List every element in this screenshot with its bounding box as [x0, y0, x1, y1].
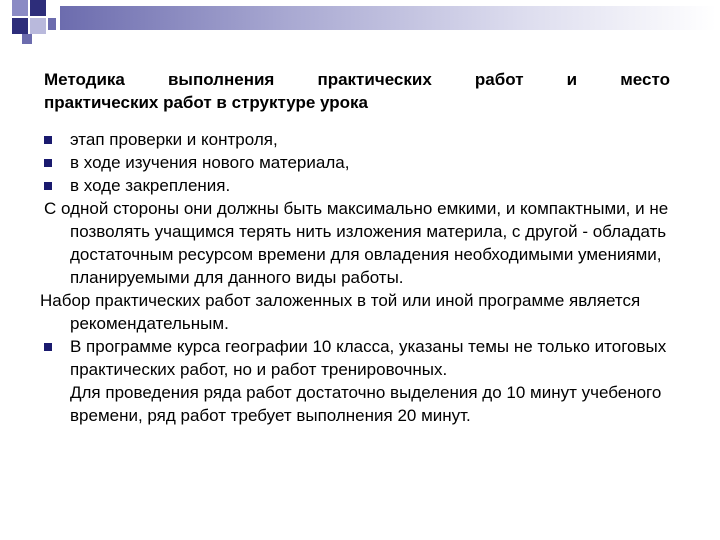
list-item: [40, 151, 690, 174]
title-word: место: [620, 70, 670, 89]
list-item-text: этап проверки и контроля,: [70, 130, 278, 149]
list-item: [40, 335, 690, 381]
square-bullet-icon: [44, 159, 52, 167]
paragraph-two: Набор практических работ заложенных в той или иной программе является рекомендательным.: [40, 291, 641, 333]
slide-title: [44, 68, 670, 114]
slide-body: [40, 128, 690, 427]
title-word: выполнения: [167, 70, 275, 89]
square-bullet-icon: [44, 343, 52, 351]
decor-gradient-bar: [60, 6, 716, 30]
paragraph-one: С одной стороны они должны быть максимально емкими, и компактными, и не позволять учащимся терять нить изложения материла, с другой - обладать достаточным ресурсом времени для овладения необходимыми умениями, планируемыми для данного виды работы.: [44, 199, 669, 287]
list-item: [40, 174, 690, 197]
decor-square: [30, 18, 46, 34]
title-line-2: практических работ в структуре урока: [44, 93, 369, 112]
title-word: Методика: [44, 70, 125, 89]
square-bullet-icon: [44, 182, 52, 190]
title-word: работ: [474, 70, 524, 89]
list-item: [40, 128, 690, 151]
decor-square: [12, 18, 28, 34]
decor-square: [22, 34, 32, 44]
title-word: практических: [317, 70, 432, 89]
list-item-text: в ходе закрепления.: [70, 176, 231, 195]
decor-square: [30, 0, 46, 16]
decor-square: [48, 18, 56, 30]
title-line-1: [44, 68, 670, 91]
continuation-text: Для проведения ряда работ достаточно выделения до 10 минут учебеного времени, ряд работ требует выполнения 20 минут.: [70, 383, 662, 425]
list-item-text: В программе курса географии 10 класса, указаны темы не только итоговых практических работ, но и работ тренировочных.: [70, 337, 667, 379]
list-item-text: в ходе изучения нового материала,: [70, 153, 350, 172]
square-bullet-icon: [44, 136, 52, 144]
decor-square: [12, 0, 28, 16]
title-word: и: [566, 70, 578, 89]
